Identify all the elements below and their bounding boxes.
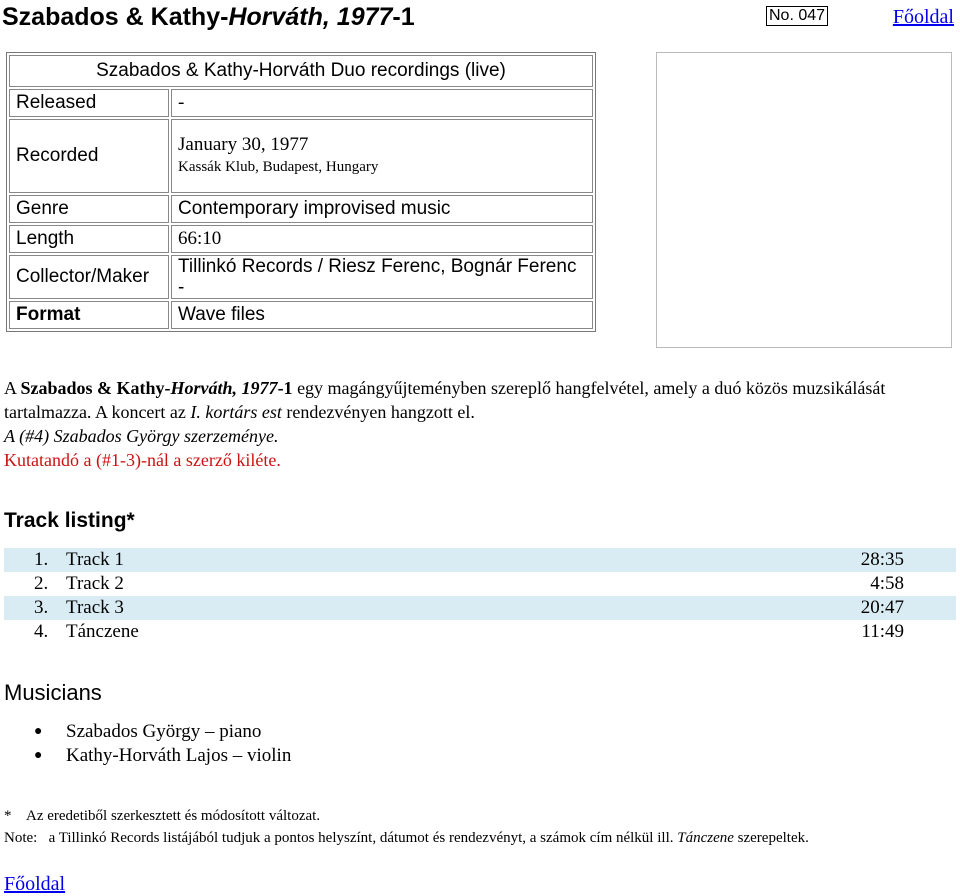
track-duration: 11:49 bbox=[861, 621, 904, 642]
genre-label: Genre bbox=[9, 195, 169, 223]
document-number: No. 047 bbox=[766, 6, 828, 26]
recorded-label: Recorded bbox=[9, 119, 169, 193]
length-label: Length bbox=[9, 225, 169, 253]
track-listing-heading: Track listing* bbox=[4, 509, 135, 532]
album-title: Szabados & Kathy-Horváth Duo recordings (live) bbox=[9, 55, 593, 87]
track-duration: 20:47 bbox=[860, 597, 904, 618]
note-text-end: szerepeltek. bbox=[733, 830, 809, 846]
desc-bold-italic: Horváth, 1977 bbox=[170, 378, 278, 398]
composer-note bbox=[4, 424, 954, 448]
released-label: Released bbox=[9, 89, 169, 117]
track-title: Tánczene bbox=[66, 621, 139, 642]
composer-note-text: A (#4) Szabados György szerzeménye. bbox=[4, 426, 279, 446]
format-label: Format bbox=[9, 301, 169, 329]
track-number: 1. bbox=[34, 549, 49, 570]
track-title: Track 3 bbox=[66, 597, 124, 618]
track-number: 2. bbox=[34, 573, 49, 594]
track-row bbox=[4, 620, 956, 644]
title-italic-text: Horváth, 1977 bbox=[228, 3, 393, 31]
bullet-icon: ● bbox=[34, 748, 43, 763]
desc-text-3: rendezvényen hangzott el. bbox=[281, 402, 475, 422]
note bbox=[4, 828, 809, 848]
event-name: I. kortárs est bbox=[190, 402, 282, 422]
track-list bbox=[4, 548, 956, 644]
track-title: Track 1 bbox=[66, 549, 124, 570]
desc-text-2: egy magángyűjteményben szereplő hangfelvétel, amely a duó közös muzsikálását tartalmazza. A koncert az bbox=[4, 378, 886, 422]
desc-bold: Szabados & Kathy- bbox=[20, 378, 171, 398]
title-suffix-text: -1 bbox=[392, 3, 415, 31]
musician-name: Szabados György – piano bbox=[66, 721, 262, 742]
title-text: Szabados & Kathy- bbox=[2, 3, 229, 31]
track-duration: 28:35 bbox=[860, 549, 904, 570]
track-title: Track 2 bbox=[66, 573, 124, 594]
maker-name: - bbox=[178, 277, 185, 298]
track-row bbox=[4, 572, 956, 596]
research-note: Kutatandó a (#1-3)-nál a szerző kiléte. bbox=[4, 450, 281, 470]
musician-item bbox=[4, 720, 291, 744]
length-value: 66:10 bbox=[171, 225, 593, 253]
track-number: 4. bbox=[34, 621, 49, 642]
description bbox=[4, 376, 954, 472]
desc-text: A bbox=[4, 378, 21, 398]
musician-item bbox=[4, 744, 291, 768]
recorded-date: January 30, 1977 bbox=[178, 134, 309, 155]
format-value: Wave files bbox=[171, 301, 593, 329]
collector-label: Collector/Maker bbox=[9, 255, 169, 299]
recorded-place: Kassák Klub, Budapest, Hungary bbox=[178, 159, 379, 175]
footnote-mark: * bbox=[4, 808, 12, 824]
track-number: 3. bbox=[34, 597, 49, 618]
note-label: Note: bbox=[4, 830, 38, 846]
info-table bbox=[6, 52, 596, 332]
cover-image-placeholder bbox=[656, 52, 952, 348]
page-title bbox=[2, 0, 415, 34]
musician-name: Kathy-Horváth Lajos – violin bbox=[66, 745, 292, 766]
home-link-top[interactable]: Főoldal bbox=[892, 6, 954, 28]
musicians-heading: Musicians bbox=[4, 680, 102, 705]
released-value: - bbox=[171, 89, 593, 117]
musicians-list bbox=[4, 720, 291, 768]
note-italic: Tánczene bbox=[677, 830, 734, 846]
desc-bold-suffix: -1 bbox=[277, 378, 293, 398]
collector-name: Tillinkó Records / Riesz Ferenc, Bognár Ferenc bbox=[178, 256, 577, 277]
home-link-bottom[interactable]: Főoldal bbox=[4, 873, 66, 895]
note-text: a Tillinkó Records listájából tudjuk a pontos helyszínt, dátumot és rendezvényt, a számok cím nélkül ill. bbox=[48, 830, 678, 846]
track-duration: 4:58 bbox=[870, 573, 904, 594]
description-paragraph bbox=[4, 376, 954, 424]
collector-value bbox=[171, 255, 593, 299]
footnote-text: Az eredetiből szerkesztett és módosított változat. bbox=[26, 808, 321, 824]
bullet-icon: ● bbox=[34, 724, 43, 739]
footnote bbox=[4, 806, 320, 826]
genre-value: Contemporary improvised music bbox=[171, 195, 593, 223]
track-row bbox=[4, 548, 956, 572]
track-row bbox=[4, 596, 956, 620]
recorded-value bbox=[171, 119, 593, 193]
